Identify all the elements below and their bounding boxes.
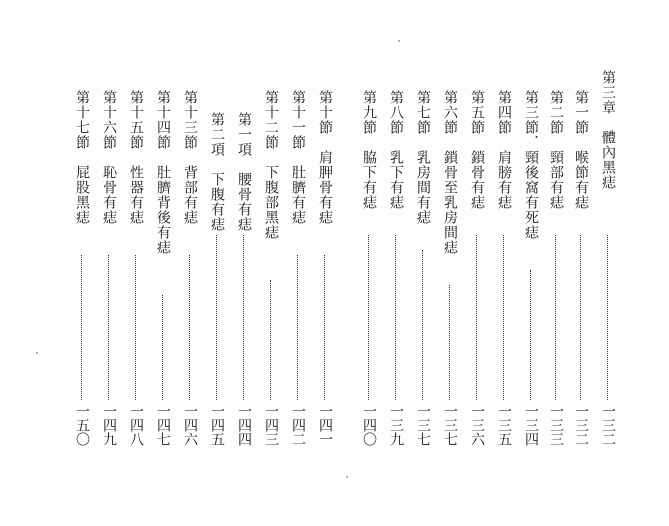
- toc-page-number: 一五〇: [74, 404, 90, 446]
- toc-entry: [287, 70, 309, 450]
- toc-entry-title: 第二項 下腹有痣: [209, 112, 225, 232]
- toc-entry-title: 第一項 腰骨有痣: [236, 112, 252, 232]
- toc-entry: [466, 70, 488, 450]
- toc-entry-title: 第十一節 肚臍有痣: [290, 90, 306, 225]
- toc-leader-dots: [530, 270, 531, 400]
- toc-entry: [597, 70, 619, 450]
- toc-entry-title: 第二節 頸部有痣: [548, 90, 564, 210]
- toc-entry-title: 第十六節 恥骨有痣: [101, 90, 117, 225]
- toc-entry: [570, 70, 592, 450]
- toc-entry-title: 第四節 肩膀有痣: [496, 90, 512, 210]
- toc-leader-dots: [189, 255, 190, 400]
- toc-leader-dots: [135, 255, 136, 400]
- toc-entry: [71, 70, 93, 450]
- toc-leader-dots: [243, 235, 244, 400]
- toc-leader-dots: [503, 235, 504, 400]
- toc-entry-title: 第十七節 屁股黑痣: [74, 90, 90, 225]
- toc-leader-dots: [162, 295, 163, 400]
- toc-page-number: 一四九: [101, 404, 117, 446]
- toc-entry: [179, 70, 201, 450]
- toc-entry-title: 第十五節 性器有痣: [128, 90, 144, 225]
- toc-leader-dots: [476, 235, 477, 400]
- scan-speck: [346, 476, 348, 478]
- toc-leader-dots: [216, 235, 217, 400]
- toc-leader-dots: [580, 235, 581, 400]
- toc-entry-title: 第七節 乳房間有痣: [415, 90, 431, 225]
- toc-entry: [260, 70, 282, 450]
- toc-entry: [206, 70, 228, 450]
- toc-entry: [439, 70, 461, 450]
- toc-page-number: 一三七: [442, 404, 458, 446]
- toc-entry: [233, 70, 255, 450]
- toc-entry: [412, 70, 434, 450]
- toc-entry: [520, 70, 542, 450]
- scan-speck: [36, 352, 38, 354]
- toc-entry-title: 第三章 體內黑痣: [600, 70, 616, 190]
- toc-entry-title: 第十四節 肚臍背後有痣: [155, 90, 171, 255]
- toc-page-number: 一三五: [496, 404, 512, 446]
- toc-page-number: 一三二: [573, 404, 589, 446]
- toc-page-number: 一三四: [523, 404, 539, 446]
- toc-page-number: 一四四: [236, 404, 252, 446]
- toc-leader-dots: [297, 255, 298, 400]
- toc-page-number: 一三七: [415, 404, 431, 446]
- toc-entry-title: 第一節 喉節有痣: [573, 90, 589, 210]
- scan-speck: [398, 40, 400, 42]
- toc-entry-title: 第十三節 背部有痣: [182, 90, 198, 225]
- toc-entry: [125, 70, 147, 450]
- toc-page-number: 一四八: [128, 404, 144, 446]
- toc-page-number: 一三六: [469, 404, 485, 446]
- toc-page-number: 一四五: [209, 404, 225, 446]
- toc-page-number: 一四〇: [361, 404, 377, 446]
- toc-entry: [545, 70, 567, 450]
- toc-entry: [152, 70, 174, 450]
- toc-entry-title: 第三節．頸後窩有死痣: [523, 90, 539, 240]
- toc-page-number: 一三九: [388, 404, 404, 446]
- toc-entry: [314, 70, 336, 450]
- toc-leader-dots: [395, 235, 396, 400]
- toc-page-number: 一四三: [263, 404, 279, 446]
- toc-leader-dots: [270, 280, 271, 400]
- toc-leader-dots: [324, 255, 325, 400]
- toc-entry-title: 第九節 脇下有痣: [361, 90, 377, 210]
- toc-entry-title: 第六節 鎖骨至乳房間痣: [442, 90, 458, 255]
- toc-entry-title: 第十節 肩胛骨有痣: [317, 90, 333, 225]
- toc-page-number: 一三三: [548, 404, 564, 446]
- toc-page-number: 一三二: [600, 404, 616, 446]
- toc-entry-title: 第八節 乳下有痣: [388, 90, 404, 210]
- toc-leader-dots: [449, 285, 450, 400]
- toc-leader-dots: [108, 255, 109, 400]
- toc-leader-dots: [555, 235, 556, 400]
- toc-entry: [358, 70, 380, 450]
- toc-leader-dots: [81, 255, 82, 400]
- toc-entry: [98, 70, 120, 450]
- toc-entry: [493, 70, 515, 450]
- toc-entry-title: 第五節 鎖骨有痣: [469, 90, 485, 210]
- toc-entry: [385, 70, 407, 450]
- toc-entry-title: 第十二節 下腹部黑痣: [263, 90, 279, 240]
- toc-page-number: 一四一: [317, 404, 333, 446]
- toc-page-number: 一四七: [155, 404, 171, 446]
- toc-page-number: 一四六: [182, 404, 198, 446]
- toc-leader-dots: [607, 235, 608, 400]
- toc-leader-dots: [368, 235, 369, 400]
- toc-page-number: 一四二: [290, 404, 306, 446]
- toc-leader-dots: [422, 250, 423, 400]
